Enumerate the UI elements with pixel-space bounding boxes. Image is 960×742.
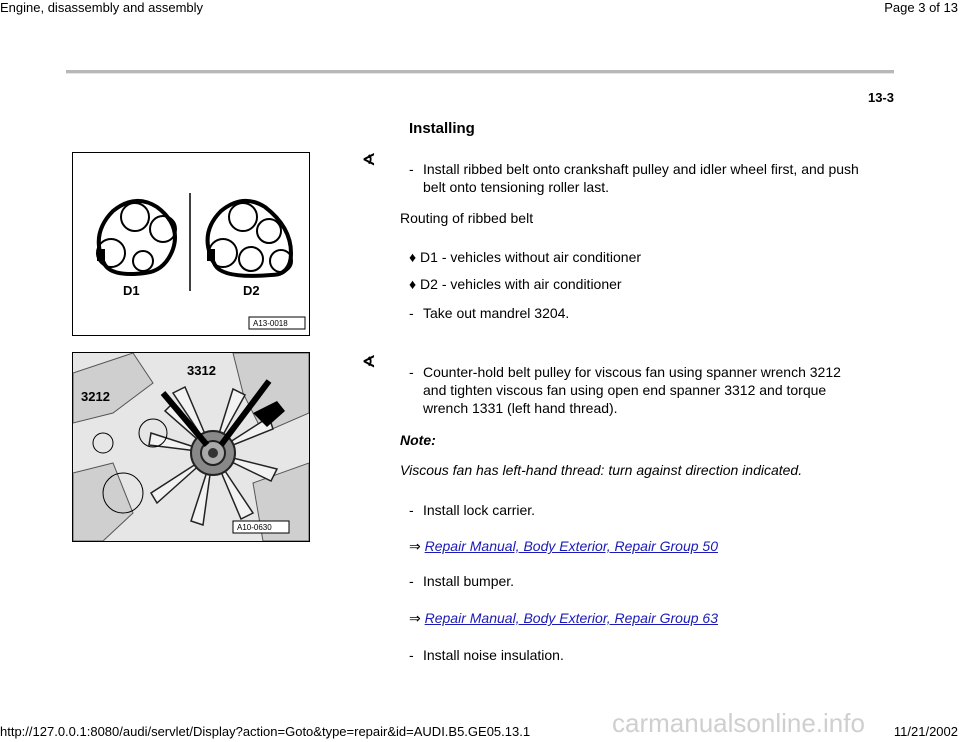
dash-marker: -	[409, 502, 414, 518]
figure-label-3212: 3212	[81, 389, 110, 404]
note-label: Note:	[400, 432, 436, 448]
step1-item-1: - Install ribbed belt onto crankshaft pulley and idler wheel first, and push belt onto tensioning roller last.	[409, 161, 859, 195]
figure-ref-a10: A10-0630	[237, 523, 272, 532]
page-indicator: Page 3 of 13	[884, 0, 958, 15]
step2-item-2: - Install lock carrier.	[409, 502, 536, 518]
diamond-icon: ♦	[409, 276, 417, 292]
dash-marker: -	[409, 573, 414, 589]
belt-routing-figure	[72, 152, 310, 336]
repair-group-50-link[interactable]: Repair Manual, Body Exterior, Repair Group 50	[424, 538, 718, 554]
dash-marker: -	[409, 305, 414, 321]
viscous-fan-diagram	[73, 353, 309, 541]
bullet-d2: ♦ D2 - vehicles with air conditioner	[409, 276, 622, 292]
note-text: Viscous fan has left-hand thread: turn against direction indicated.	[400, 462, 803, 478]
dash-marker: -	[409, 161, 414, 177]
step2-item-4: - Install noise insulation.	[409, 647, 564, 663]
page-number: 13-3	[867, 90, 894, 105]
footer-url: http://127.0.0.1:8080/audi/servlet/Display?action=Goto&type=repair&id=AUDI.B5.GE05.13.1	[0, 724, 531, 739]
pointer-icon: ∢	[362, 354, 376, 371]
link-repair-group-50[interactable]	[409, 538, 718, 555]
watermark: carmanualsonline.info	[612, 708, 865, 738]
step1-item-2: - Take out mandrel 3204.	[409, 305, 570, 321]
diamond-icon: ♦	[409, 249, 417, 265]
viscous-fan-figure	[72, 352, 310, 542]
footer-date: 11/21/2002	[893, 724, 958, 739]
header-divider	[66, 70, 894, 74]
belt-routing-diagram	[73, 153, 309, 335]
step2-item-1: - Counter-hold belt pulley for viscous fan using spanner wrench 3212 and tighten viscous fan using open end spanner 3312 and torque wrench 1331 (left hand thread).	[409, 364, 841, 416]
pointer-icon: ∢	[362, 152, 376, 169]
arrow-right-icon: ⇒	[409, 538, 421, 554]
dash-marker: -	[409, 647, 414, 663]
repair-group-63-link[interactable]: Repair Manual, Body Exterior, Repair Group 63	[424, 610, 718, 626]
document-title: Engine, disassembly and assembly	[0, 0, 204, 15]
figure-label-d1: D1	[123, 283, 140, 298]
step2-item-3: - Install bumper.	[409, 573, 515, 589]
section-title: Installing	[409, 120, 475, 137]
arrow-right-icon: ⇒	[409, 610, 421, 626]
bullet-d1: ♦ D1 - vehicles without air conditioner	[409, 249, 642, 265]
link-repair-group-63[interactable]	[409, 610, 718, 627]
figure-label-3312: 3312	[187, 363, 216, 378]
dash-marker: -	[409, 364, 414, 380]
figure-label-d2: D2	[243, 283, 260, 298]
figure-ref-a13: A13-0018	[253, 319, 288, 328]
routing-label: Routing of ribbed belt	[400, 210, 534, 226]
